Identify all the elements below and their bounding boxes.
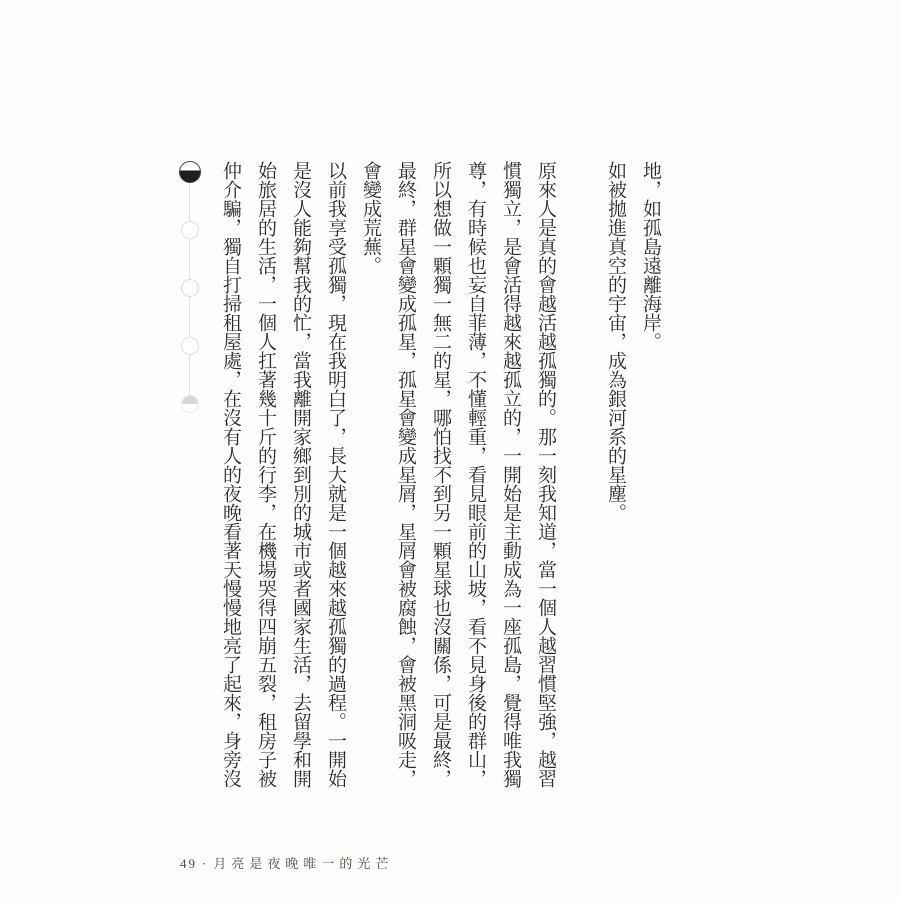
epigraph-line-1: 地，如孤島遠離海岸。	[640, 161, 661, 351]
footer-separator: ·	[202, 856, 207, 871]
epigraph-line-2: 如被拋進真空的宇宙，成為銀河系的星塵。	[605, 161, 626, 522]
paragraph-1: 原來人是真的會越活越孤獨的。那一刻我知道，當一個人越習慣堅強，越習慣獨立，是會活得越來越孤立的，一開始是主動成為一座孤島，覺得唯我獨尊，有時候也妄自菲薄，不懂輕重，看見眼前的山坡，看不見身後的群山，所以想做一顆獨一無二的星，哪怕找不到另一顆星球也沒關係，可是最終，最終，群星會變成孤星，孤星會變成星屑，星屑會被腐蝕，會被黑洞吸走，會變成荒蕪。	[360, 161, 556, 788]
moon-outline-icon	[181, 279, 199, 297]
body-text	[213, 161, 668, 794]
moon-half-dark-icon	[179, 161, 201, 183]
book-title: 月亮是夜晚唯一的光芒	[213, 856, 394, 871]
moon-outline-icon	[181, 221, 199, 239]
moon-phase-timeline	[178, 160, 202, 420]
page-number: 49	[180, 856, 197, 871]
moon-half-light-icon	[181, 395, 199, 413]
moon-outline-icon	[181, 337, 199, 355]
paragraph-2: 以前我享受孤獨，現在我明白了，長大就是一個越來越孤獨的過程。一開始是沒人能夠幫我的忙，當我離開家鄉到別的城市或者國家生活，去留學和開始旅居的生活，一個人扛著幾十斤的行李，在機場哭得四崩五裂，租房子被仲介騙，獨自打掃租屋處，在沒有人的夜晚看著天慢慢地亮了起來，身旁沒	[220, 161, 346, 788]
page-footer	[180, 853, 393, 872]
